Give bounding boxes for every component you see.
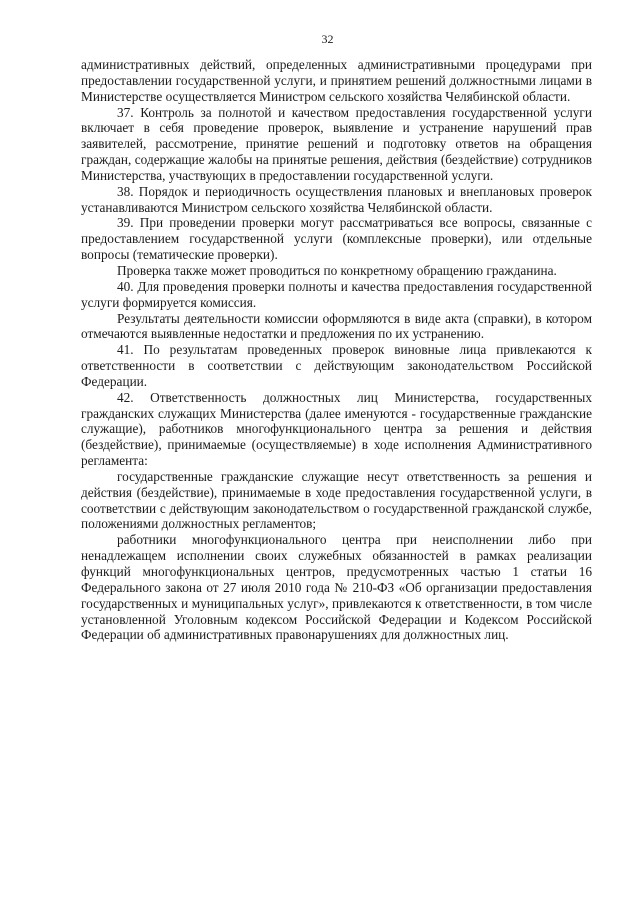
paragraph-42-civil-servants: государственные гражданские служащие несут ответственность за решения и действия (бездействие), принимаемые в ходе предоставления государственной услуги, в соответствии с действующим законодательством о государственной гражданской службе, положениями должностных регламентов; [81, 468, 592, 532]
paragraph-39-note: Проверка также может проводиться по конкретному обращению гражданина. [117, 262, 557, 278]
paragraph-37: 37. Контроль за полнотой и качеством предоставления государственной услуги включает в себя проведение проверок, выявление и устранение нарушений прав заявителей, рассмотрение, принятие решений и подготовку ответов на обращения граждан, содержащие жалобы на принятые решения, действия (бездействие) сотрудников Министерства, участвующих в предоставлении государственной услуги. [81, 104, 592, 183]
page-number: 32 [321, 32, 334, 46]
paragraph-39: 39. При проведении проверки могут рассматриваться все вопросы, связанные с предоставлением государственной услуги (комплексные проверки), или отдельные вопросы (тематические проверки). [81, 215, 592, 263]
paragraph-continuation: административных действий, определенных административными процедурами при предоставлении государственной услуги, и принятием решений должностными лицами в Министерстве осуществляется Министром сельского хозяйства Челябинской области. [81, 57, 592, 104]
paragraph-40-results: Результаты деятельности комиссии оформляются в виде акта (справки), в котором отмечаются выявленные недостатки и предложения по их устранению. [81, 310, 592, 342]
paragraph-38: 38. Порядок и периодичность осуществления плановых и внеплановых проверок устанавливаются Министром сельского хозяйства Челябинской области. [81, 183, 592, 215]
paragraph-41: 41. По результатам проведенных проверок виновные лица привлекаются к ответственности в соответствии с действующим законодательством Российской Федерации. [81, 342, 592, 389]
document-body [81, 57, 592, 643]
paragraph-40: 40. Для проведения проверки полноты и качества предоставления государственной услуги формируется комиссия. [81, 278, 592, 310]
paragraph-42: 42. Ответственность должностных лиц Министерства, государственных гражданских служащих Министерства (далее именуются - государственные гражданские служащие), работников многофункционального центра за решения и действия (бездействие), принимаемые (осуществляемые) в ходе исполнения Административного регламента: [81, 389, 592, 469]
paragraph-42-mfc-workers: работники многофункционального центра при неисполнении либо при ненадлежащем исполнении своих служебных обязанностей в рамках реализации функций многофункциональных центров, предусмотренных частью 1 статьи 16 Федерального закона от 27 июля 2010 года № 210-ФЗ «Об организации предоставления государственных и муниципальных услуг», привлекаются к ответственности, в том числе установленной Уголовным кодексом Российской Федерации и Кодексом Российской Федерации об административных правонарушениях для должностных лиц. [81, 532, 592, 643]
